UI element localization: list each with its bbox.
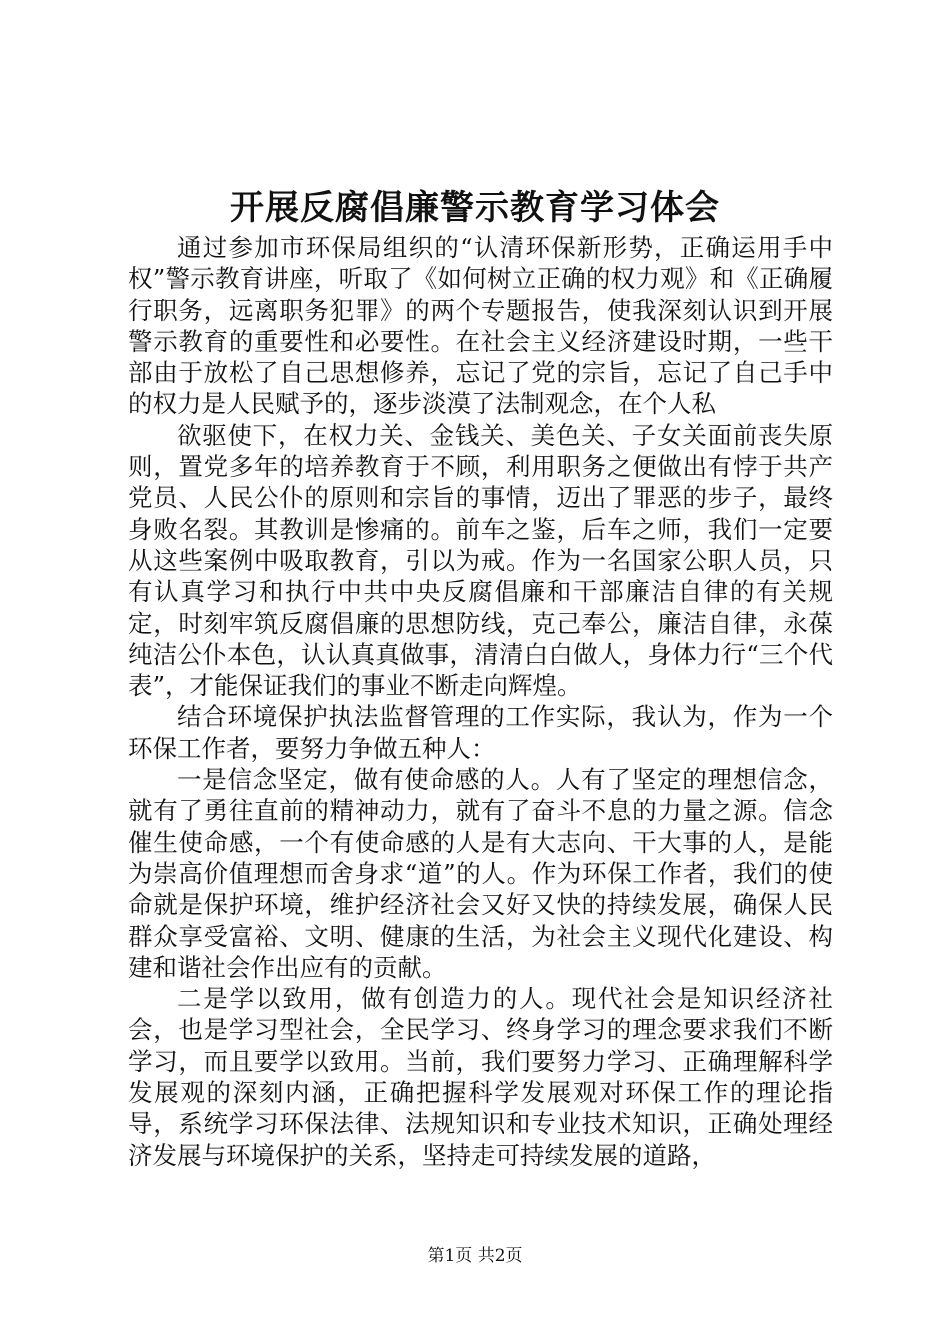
paragraph: 欲驱使下，在权力关、金钱关、美色关、子女关面前丧失原则，置党多年的培养教育于不顾，利用职务之便做出有悖于共产党员、人民公仆的原则和宗旨的事情，迈出了罪恶的步子，最终身败名裂。其教训是惨痛的。前车之鉴，后车之师，我们一定要从这些案例中吸取教育，引以为戒。作为一名国家公职人员，只有认真学习和执行中共中央反腐倡廉和干部廉洁自律的有关规定，时刻牢筑反腐倡廉的思想防线，克己奉公，廉洁自律，永葆纯洁公仆本色，认认真真做事，清清白白做人，身体力行“三个代表”，才能保证我们的事业不断走向辉煌。 <box>128 420 833 701</box>
paragraph: 二是学以致用，做有创造力的人。现代社会是知识经济社会，也是学习型社会，全民学习、终身学习的理念要求我们不断学习，而且要学以致用。当前，我们要努力学习、正确理解科学发展观的深刻内涵，正确把握科学发展观对环保工作的理论指导，系统学习环保法律、法规知识和专业技术知识，正确处理经济发展与环境保护的关系，坚持走可持续发展的道路， <box>128 984 833 1170</box>
document-title: 开展反腐倡廉警示教育学习体会 <box>230 188 720 228</box>
paragraph: 一是信念坚定，做有使命感的人。人有了坚定的理想信念，就有了勇往直前的精神动力，就有了奋斗不息的力量之源。信念催生使命感，一个有使命感的人是有大志向、干大事的人，是能为崇高价值理想而舍身求“道”的人。作为环保工作者，我们的使命就是保护环境，维护经济社会又好又快的持续发展，确保人民群众享受富裕、文明、健康的生活，为社会主义现代化建设、构建和谐社会作出应有的贡献。 <box>128 765 833 982</box>
page-number-footer: 第1页 共2页 <box>427 1246 523 1266</box>
document-body <box>128 232 833 1171</box>
paragraph: 结合环境保护执法监督管理的工作实际，我认为，作为一个环保工作者，要努力争做五种人： <box>128 702 833 763</box>
paragraph: 通过参加市环保局组织的“认清环保新形势，正确运用手中权”警示教育讲座，听取了《如何树立正确的权力观》和《正确履行职务，远离职务犯罪》的两个专题报告，使我深刻认识到开展警示教育的重要性和必要性。在社会主义经济建设时期，一些干部由于放松了自己思想修养，忘记了党的宗旨，忘记了自己手中的权力是人民赋予的，逐步淡漠了法制观念，在个人私 <box>128 233 833 419</box>
